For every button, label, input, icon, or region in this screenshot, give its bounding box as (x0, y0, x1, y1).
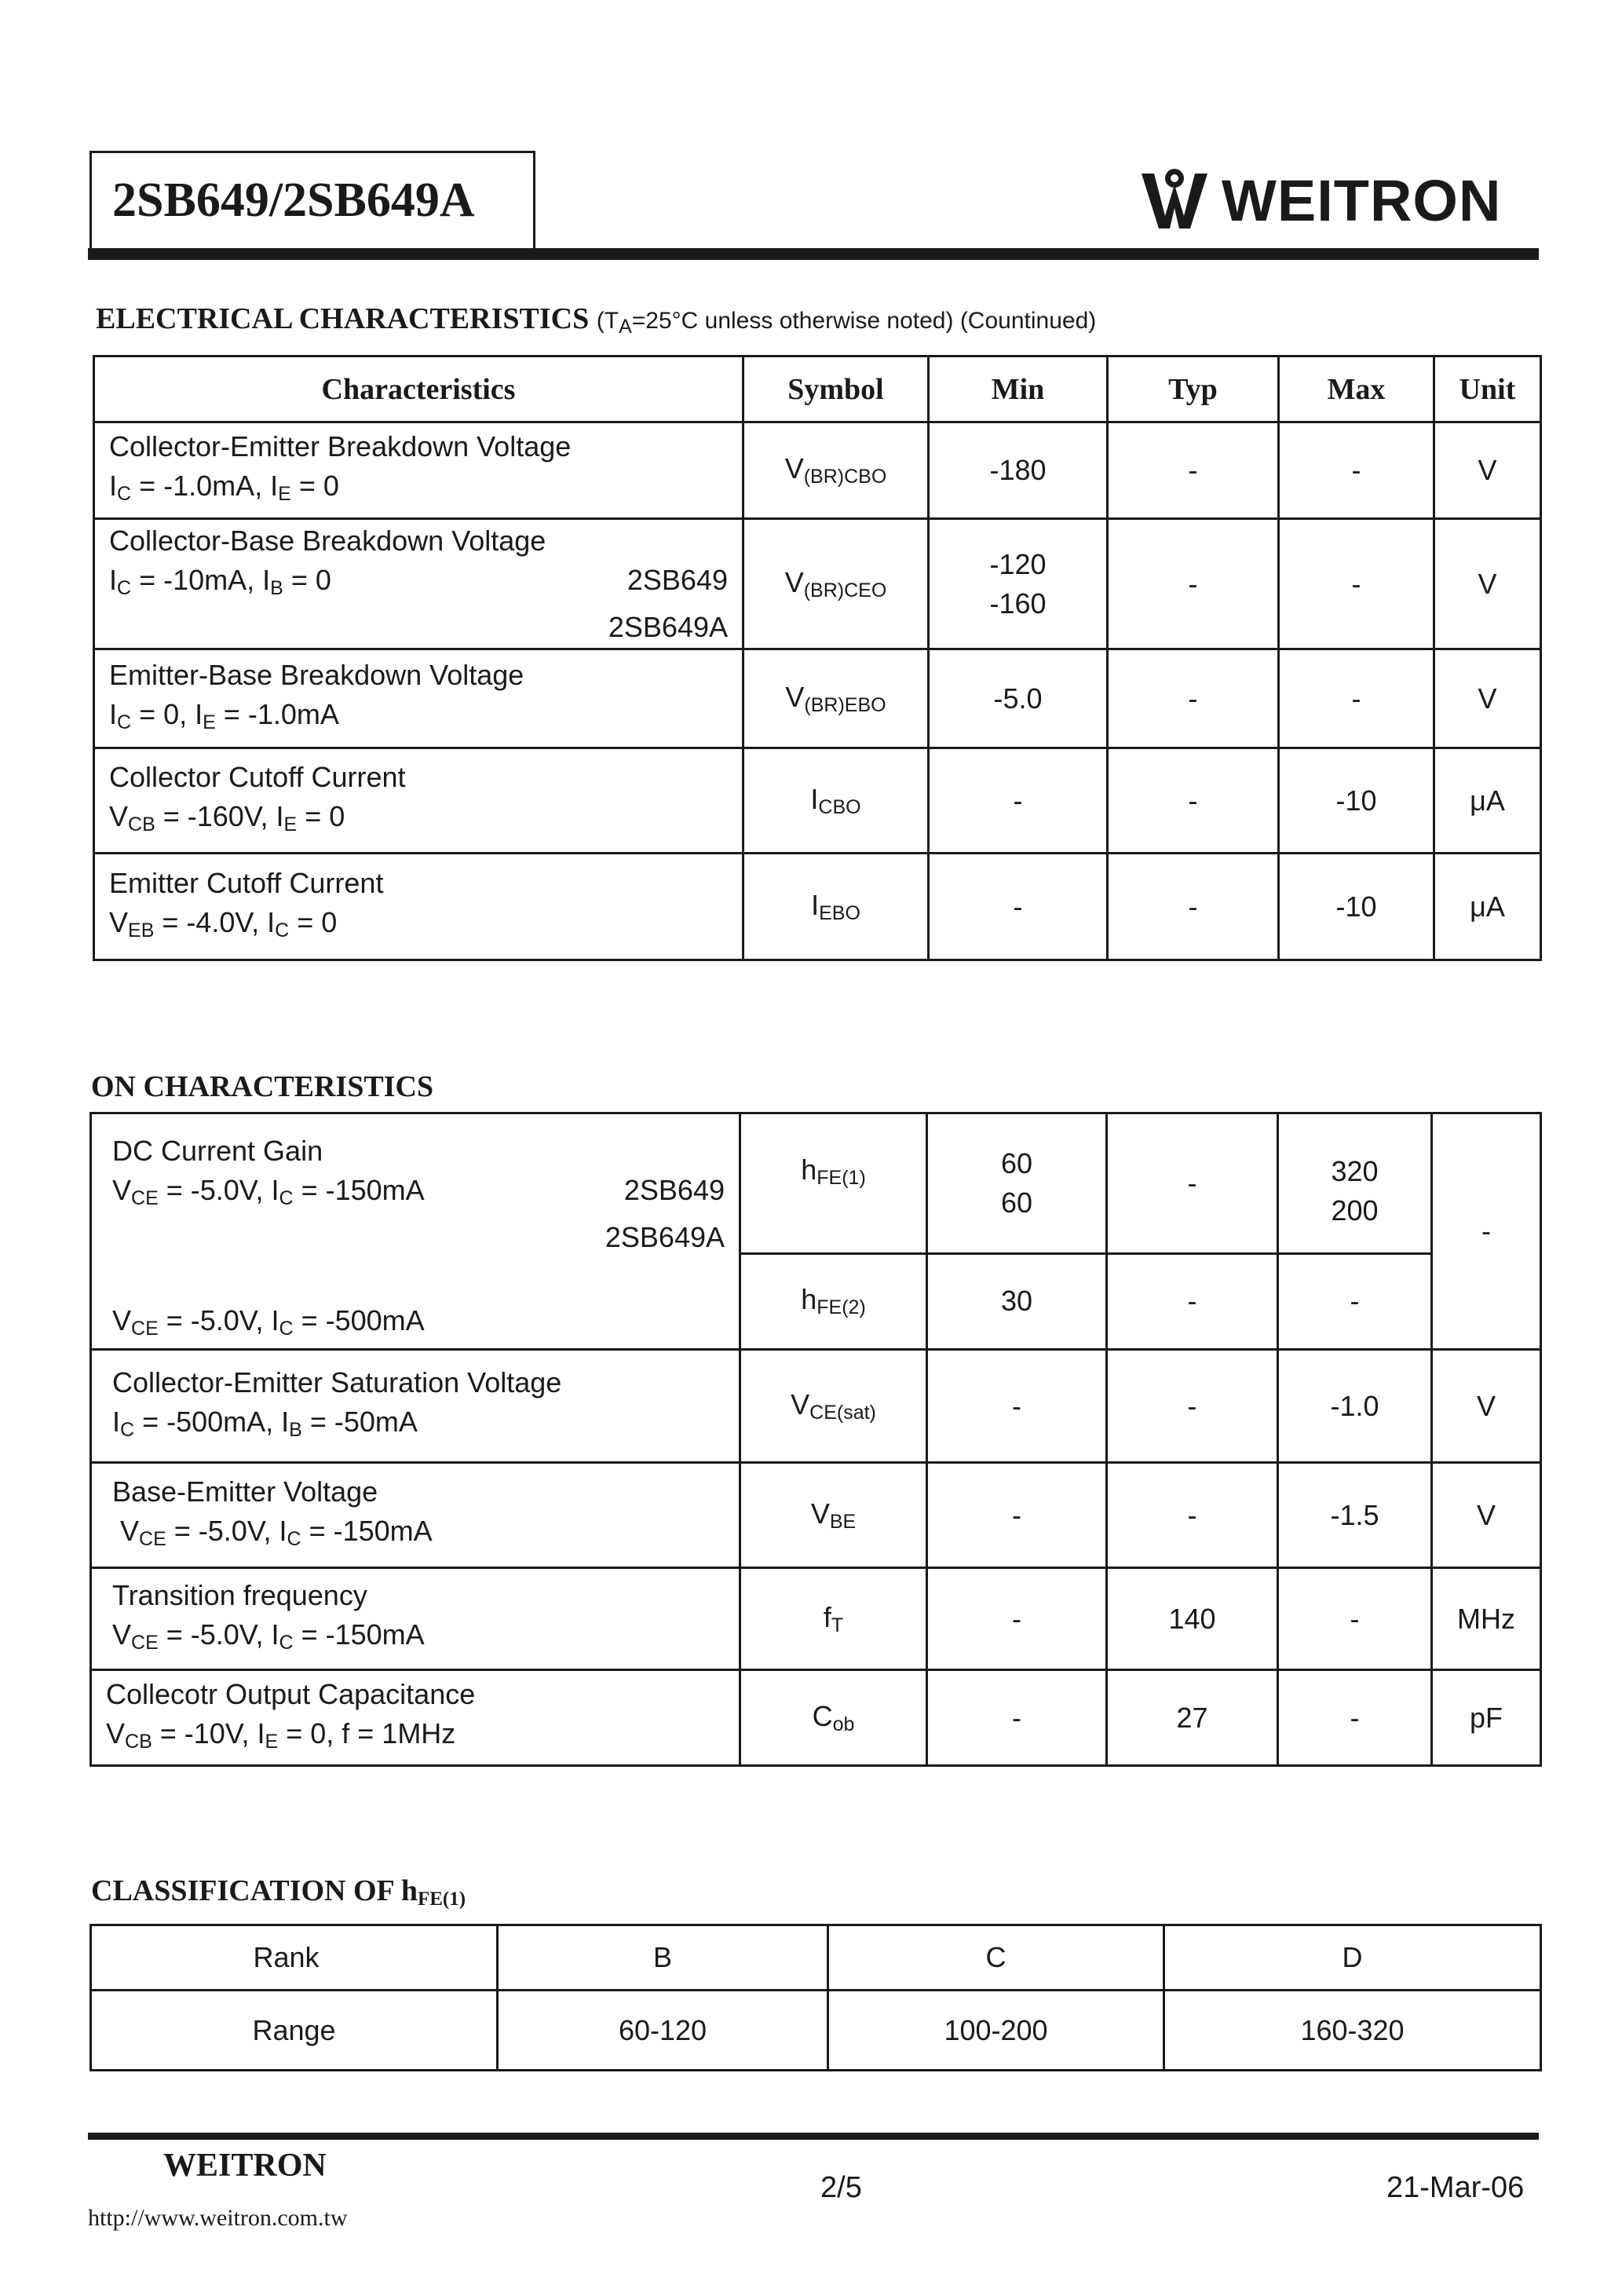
min-cell: -120 -160 (929, 519, 1108, 649)
footer-url[interactable]: http://www.weitron.com.tw (88, 2205, 348, 2231)
electrical-section-note: ($T_A=25^\circ C$ unless otherwise noted) (Countinued) (596, 308, 1097, 338)
header-max: Max (1279, 356, 1434, 422)
unit-cell: V (1434, 422, 1541, 519)
typ-cell: 140 (1107, 1568, 1278, 1670)
min-cell: - (929, 748, 1108, 854)
symbol-cell: $C_{ob}$ (740, 1670, 927, 1766)
symbol-cell: $h_{FE(2)}$ (740, 1253, 927, 1349)
characteristic-cell: DC Current Gain $V_{CE} = -5.0V$, $I_C = -150mA$ 2SB649 2SB649A $V_{CE} = -5.0V$, $I_C = -500mA$ (91, 1113, 740, 1350)
table-row (91, 1670, 1541, 1766)
classification-table (90, 1924, 1542, 2071)
symbol-cell: $I_{CBO}$ (743, 748, 929, 854)
min-cell: - (929, 854, 1108, 960)
symbol-cell: $V_{CE(sat)}$ (740, 1350, 927, 1463)
min-cell: -5.0 (929, 649, 1108, 748)
characteristic-cell: Emitter Cutoff Current $V_{EB} = -4.0V$, $I_C = 0$ (94, 854, 743, 960)
typ-cell: - (1108, 422, 1279, 519)
table-row (91, 1350, 1541, 1463)
table-row (94, 854, 1541, 960)
typ-cell: - (1108, 748, 1279, 854)
header-unit: Unit (1434, 356, 1541, 422)
footer-brand: WEITRON (163, 2148, 327, 2184)
typ-cell: - (1107, 1113, 1278, 1254)
symbol-cell: $f_T$ (740, 1568, 927, 1670)
unit-cell: V (1434, 649, 1541, 748)
range-cell: 160-320 (1164, 1991, 1541, 2071)
characteristic-cell: Collector Cutoff Current $V_{CB} = -160V$, $I_E = 0$ (94, 748, 743, 854)
max-cell: -1.0 (1278, 1350, 1432, 1463)
part-number-box (90, 151, 535, 248)
characteristic-cell: Base-Emitter Voltage $V_{CE} = -5.0V$, $I_C = -150mA$ (91, 1463, 740, 1568)
max-cell: - (1278, 1670, 1432, 1766)
table-row (91, 1568, 1541, 1670)
typ-cell: 27 (1107, 1670, 1278, 1766)
page-number: 2/5 (820, 2171, 862, 2204)
min-cell: - (927, 1670, 1107, 1766)
unit-cell: - (1432, 1113, 1541, 1350)
header-characteristics: Characteristics (94, 356, 743, 422)
footer-rule (88, 2133, 1539, 2140)
rank-label: Rank (91, 1925, 498, 1991)
characteristic-cell: Transition frequency $V_{CE} = -5.0V$, $I_C = -150mA$ (91, 1568, 740, 1670)
min-cell: 60 60 (927, 1113, 1107, 1254)
symbol-cell: $V_{(BR)EBO}$ (743, 649, 929, 748)
characteristic-cell: Emitter-Base Breakdown Voltage $I_C = 0$, $I_E = -1.0mA$ (94, 649, 743, 748)
header-min: Min (929, 356, 1108, 422)
symbol-cell: $V_{BE}$ (740, 1463, 927, 1568)
table-row (94, 519, 1541, 649)
range-cell: 60-120 (498, 1991, 828, 2071)
max-cell: 320 200 (1278, 1113, 1432, 1254)
rank-cell: D (1164, 1925, 1541, 1991)
brand-name: WEITRON (1222, 167, 1502, 233)
brand-logo (1138, 157, 1547, 243)
characteristic-cell: Collector-Base Breakdown Voltage $I_C = -10mA$, $I_B = 0$ 2SB649 2SB649A (94, 519, 743, 649)
on-characteristics-table (90, 1112, 1542, 1767)
typ-cell: - (1107, 1463, 1278, 1568)
range-cell: 100-200 (828, 1991, 1164, 2071)
rank-cell: C (828, 1925, 1164, 1991)
classification-section-title: CLASSIFICATION OF $h_{FE(1)}$ (91, 1874, 466, 1910)
typ-cell: - (1108, 649, 1279, 748)
unit-cell: μA (1434, 854, 1541, 960)
range-row (91, 1991, 1541, 2071)
symbol-cell: $h_{FE(1)}$ (740, 1113, 927, 1254)
typ-cell: - (1107, 1253, 1278, 1349)
part-number: 2SB649/2SB649A (112, 174, 475, 227)
max-cell: -10 (1279, 748, 1434, 854)
symbol-cell: $V_{(BR)CEO}$ (743, 519, 929, 649)
electrical-characteristics-table (93, 355, 1542, 961)
electrical-section-title: ELECTRICAL CHARACTERISTICS ($T_A=25^\circ C$ unless otherwise noted) (Countinued) (96, 302, 1097, 338)
table-row (94, 649, 1541, 748)
unit-cell: V (1432, 1463, 1541, 1568)
min-cell: - (927, 1463, 1107, 1568)
max-cell: - (1278, 1253, 1432, 1349)
unit-cell: V (1432, 1350, 1541, 1463)
min-cell: 30 (927, 1253, 1107, 1349)
table-header-row (94, 356, 1541, 422)
symbol-cell: $I_{EBO}$ (743, 854, 929, 960)
header-typ: Typ (1108, 356, 1279, 422)
min-cell: - (927, 1568, 1107, 1670)
table-row (94, 422, 1541, 519)
min-cell: - (927, 1350, 1107, 1463)
max-cell: - (1278, 1568, 1432, 1670)
typ-cell: - (1108, 854, 1279, 960)
document-date: 21-Mar-06 (1386, 2171, 1525, 2204)
rank-cell: B (498, 1925, 828, 1991)
unit-cell: pF (1432, 1670, 1541, 1766)
unit-cell: MHz (1432, 1568, 1541, 1670)
typ-cell: - (1108, 519, 1279, 649)
weitron-logo-icon (1138, 167, 1211, 233)
unit-cell: V (1434, 519, 1541, 649)
characteristic-cell: Collector-Emitter Saturation Voltage $I_C = -500mA$, $I_B = -50mA$ (91, 1350, 740, 1463)
symbol-cell: $V_{(BR)CBO}$ (743, 422, 929, 519)
range-label: Range (91, 1991, 498, 2071)
max-cell: - (1279, 519, 1434, 649)
max-cell: -10 (1279, 854, 1434, 960)
header-rule (88, 248, 1539, 260)
characteristic-cell: Collecotr Output Capacitance $V_{CB} = -10V$, $I_E = 0$, f = 1MHz (91, 1670, 740, 1766)
header-symbol: Symbol (743, 356, 929, 422)
characteristic-cell: Collector-Emitter Breakdown Voltage $I_C = -1.0mA$, $I_E = 0$ (94, 422, 743, 519)
max-cell: -1.5 (1278, 1463, 1432, 1568)
table-row (91, 1463, 1541, 1568)
rank-row (91, 1925, 1541, 1991)
unit-cell: μA (1434, 748, 1541, 854)
typ-cell: - (1107, 1350, 1278, 1463)
max-cell: - (1279, 649, 1434, 748)
on-section-title: ON CHARACTERISTICS (91, 1070, 434, 1103)
max-cell: - (1279, 422, 1434, 519)
table-row (91, 1113, 1541, 1254)
min-cell: -180 (929, 422, 1108, 519)
table-row (94, 748, 1541, 854)
